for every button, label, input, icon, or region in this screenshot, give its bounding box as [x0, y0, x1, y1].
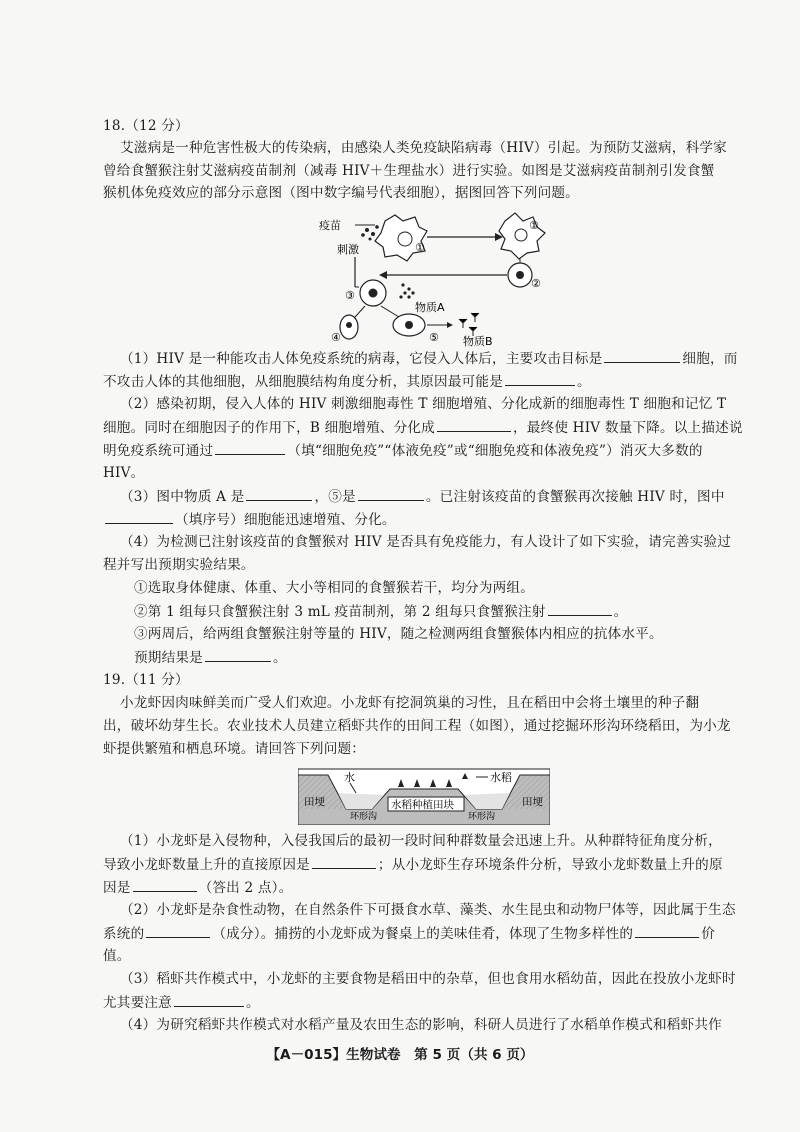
q18-s1-line2: 不攻击人体的其他细胞，从细胞膜结构角度分析，其原因最可能是 。	[103, 374, 591, 390]
fig-ditch-right: 环形沟	[468, 812, 496, 822]
fig-n1-left: ①	[415, 241, 425, 254]
q18-s4-line1: （4）为检测已注射该疫苗的食蟹猴对 HIV 是否具有免疫能力，有人设计了如下实验，请完善实验过	[120, 534, 732, 550]
fig-n4: ④	[331, 331, 341, 344]
cell-2-right	[508, 263, 541, 290]
fig-water: 水	[344, 771, 355, 784]
q19-s1-line1: （1）小龙虾是入侵物种，入侵我国后的最初一段时间种群数量会迅速上升。从种群特征角度分析，	[120, 833, 722, 849]
answer-blank-10[interactable]	[312, 855, 376, 869]
answer-blank-5[interactable]	[246, 487, 312, 501]
cell-1-right	[499, 213, 545, 259]
q18-s1-line1: （1）HIV 是一种能攻击人体免疫系统的病毒，它侵入人体后，主要攻击目标是 细胞，而	[120, 351, 738, 367]
q19-s3-line1: （3）稻虾共作模式中，小龙虾的主要食物是稻田中的杂草，但也食用水稻幼苗，因此在投放小龙虾时	[120, 971, 736, 987]
q18-intro-2: 曾给食蟹猴注射艾滋病疫苗制剂（减毒 HIV＋生理盐水）进行实验。如图是艾滋病疫苗制剂引发食蟹	[103, 163, 715, 179]
cell-1-left	[375, 215, 427, 261]
fig-n1-right: ①	[529, 219, 539, 232]
answer-blank-12[interactable]	[146, 924, 210, 938]
q19-s1-line3: 因是 （答出 2 点）。	[103, 880, 293, 896]
fig-n3: ③	[345, 289, 355, 302]
q18-s4-step3: ③两周后，给两组食蟹猴注射等量的 HIV，随之检测两组食蟹猴体内相应的抗体水平。	[134, 626, 663, 642]
answer-blank-3[interactable]	[437, 418, 511, 432]
q18-s2-line1: （2）感染初期，侵入人体的 HIV 刺激细胞毒性 T 细胞增殖、分化成新的细胞毒性 T 细胞和记忆 T	[120, 396, 727, 412]
q19-s3-line2: 尤其要注意 。	[103, 995, 260, 1011]
q19-intro-1: 小龙虾因肉味鲜美而广受人们欢迎。小龙虾有挖洞筑巢的习性，且在稻田中会将土壤里的种子翻	[120, 695, 700, 711]
rice-crayfish-field-diagram	[298, 765, 550, 825]
answer-blank-11[interactable]	[133, 878, 197, 892]
cell-4	[331, 315, 358, 344]
fig-substance-a: 物质A	[415, 301, 445, 314]
antibody-icons	[459, 313, 479, 336]
fig-ditch-left: 环形沟	[350, 812, 378, 822]
answer-blank-6[interactable]	[358, 487, 424, 501]
q18-s2-line3: 明免疫系统可通过 （填“细胞免疫”“体液免疫”或“细胞免疫和体液免疫”）消灭大多数的	[103, 443, 703, 459]
answer-blank-1[interactable]	[604, 349, 680, 363]
answer-blank-4[interactable]	[215, 441, 285, 455]
answer-blank-2[interactable]	[505, 372, 575, 386]
substance-a-dots	[399, 283, 414, 298]
answer-blank-14[interactable]	[174, 993, 244, 1007]
q19-s2-line1: （2）小龙虾是杂食性动物，在自然条件下可摄食水草、藻类、水生昆虫和动物尸体等，因此属于生态	[120, 902, 736, 918]
q18-s3-line2: （填序号）细胞能迅速增殖、分化。	[103, 510, 800, 529]
page-footer: 【A－015】生物试卷 第 5 页（共 6 页）	[266, 1047, 534, 1063]
fig-stimulus-label: 刺激	[337, 243, 359, 256]
fig-rice: 水稻	[490, 771, 512, 784]
fig-vaccine-label: 疫苗	[319, 219, 341, 232]
answer-blank-7[interactable]	[105, 510, 173, 524]
q19-s4-line1: （4）为研究稻虾共作模式对水稻产量及农田生态的影响，科研人员进行了水稻单作模式和稻虾共作	[120, 1017, 722, 1033]
q18-s2-line4: HIV。	[103, 465, 145, 481]
q19-heading: 19.（11 分）	[103, 672, 189, 688]
q18-s4-step2: ②第 1 组每只食蟹猴注射 3 mL 疫苗制剂，第 2 组每只食蟹猴注射 。	[134, 604, 628, 620]
q18-s4-step1: ①选取身体健康、体重、大小等相同的食蟹猴若干，均分为两组。	[134, 580, 535, 596]
immune-response-diagram	[315, 207, 555, 347]
q19-intro-2: 出，破坏幼芽生长。农业技术人员建立稻虾共作的田间工程（如图），通过挖掘环形沟环绕稻田，为小龙	[103, 718, 731, 734]
answer-blank-8[interactable]	[548, 602, 612, 616]
fig-plot: 水稻种植田块	[391, 799, 454, 811]
q19-s2-line2: 系统的 （成分）。捕捞的小龙虾成为餐桌上的美味佳肴，体现了生物多样性的 价	[103, 926, 715, 942]
cell-3	[345, 280, 386, 306]
q18-s4-line2: 程并写出预期实验结果。	[103, 557, 255, 573]
fig-ridge-right: 田埂	[522, 796, 543, 808]
fig-substance-b: 物质B	[463, 335, 493, 347]
q18-s4-expected: 预期结果是 。	[134, 650, 287, 666]
fig-n5: ⑤	[429, 331, 439, 344]
q19-intro-3: 虾提供繁殖和栖息环境。请回答下列问题：	[103, 741, 366, 757]
q19-s1-line2: 导致小龙虾数量上升的直接原因是 ；从小龙虾生存环境条件分析，导致小龙虾数量上升的原	[103, 857, 723, 873]
q18-s3-line1: （3）图中物质 A 是 ，⑤是 。已注射该疫苗的食蟹猴再次接触 HIV 时，图中	[120, 489, 725, 505]
q18-s2-line2: 细胞。同时在细胞因子的作用下，B 细胞增殖、分化成 ，最终使 HIV 数量下降。以上描述说	[103, 420, 743, 436]
fig-ridge-left: 田埂	[304, 796, 325, 808]
q18-heading: 18.（12 分）	[103, 118, 189, 134]
q18-intro-1: 艾滋病是一种危害性极大的传染病，由感染人类免疫缺陷病毒（HIV）引起。为预防艾滋病，科学家	[120, 140, 727, 156]
q18-intro-3: 猴机体免疫效应的部分示意图（图中数字编号代表细胞），据图回答下列问题。	[103, 185, 579, 201]
vaccine-particles	[361, 225, 379, 240]
answer-blank-13[interactable]	[635, 924, 699, 938]
answer-blank-9[interactable]	[205, 648, 271, 662]
cell-5	[393, 314, 439, 344]
fig-n2: ②	[531, 277, 541, 290]
q19-s2-line3: 值。	[103, 948, 131, 964]
